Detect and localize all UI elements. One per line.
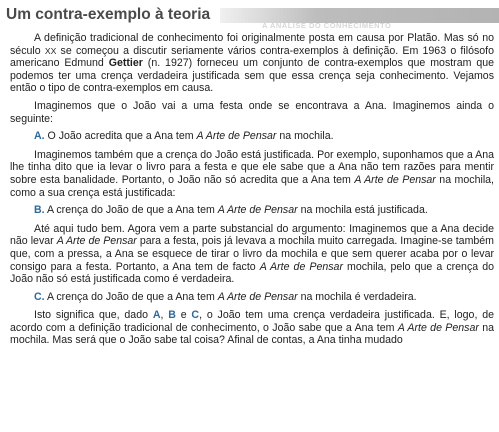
text-span: Isto significa que, dado: [34, 309, 153, 322]
text-span: e: [175, 309, 192, 322]
text-span: na mochila, como a sua crença está justificada:: [10, 173, 495, 199]
text-span: para a festa, pois já levava a mochila muito carregada. Imagine-se também que, com a pressa, a Ana se esquece de tirar o livro da mochila e que sem querer acaba por o levar consigo para a festa. Portanto, a Ana tem de facto: [10, 235, 494, 273]
statement-ref-a: A: [152, 309, 161, 322]
text-span: (n. 1927) forneceu um conjunto de contra-exemplos que mostram que podemos ter uma crença verdadeira justificada sem que essa crença seja conhecimento. Vejamos então o tipo de contra-exemplos em causa.: [10, 57, 495, 95]
book-title: A Arte de Pensar: [217, 204, 298, 217]
text-span: na mochila.: [276, 130, 334, 143]
book-title: A Arte de Pensar: [196, 130, 277, 143]
header-ghost-text: A ANALISE DO CONHECIMENTO: [262, 21, 392, 30]
text-span: Imaginemos também que a crença do João está justificada. Por exemplo, suponhamos que a Ana lhe tinha dito que ia levar o livro para a festa e que ele sabe que a Ana não tem razões para mentir sobre esta banalidade. Portanto, o João não só acredita que a Ana tem: [10, 148, 494, 186]
text-span: mochila, pelo que a crença do João não só está justificada como é verdadeira.: [10, 260, 494, 286]
paragraph-setup: Imaginemos que o João vai a uma festa onde se encontrava a Ana. Imaginemos ainda o seguinte:: [10, 99, 494, 125]
text-span: na mochila está justificada.: [297, 204, 428, 217]
paragraph-argument: [10, 223, 494, 286]
text-span: ,: [160, 309, 169, 322]
text-span: A crença do João de que a Ana tem: [44, 290, 218, 303]
text-span: A definição tradicional de conhecimento foi originalmente posta em causa por Platão. Mas só no século: [10, 32, 494, 57]
book-title: A Arte de Pensar: [397, 321, 479, 334]
statement-letter: B.: [34, 204, 45, 217]
section-header: [0, 0, 499, 30]
statement-letter: C.: [34, 290, 45, 303]
text-span: se começou a discutir seriamente vários contra-exemplos à definição. Em 1963 o filósofo americano Edmund: [10, 44, 494, 70]
statement-a: [10, 130, 494, 143]
body-text: [10, 32, 494, 352]
book-title: A Arte de Pensar: [354, 173, 436, 186]
paragraph-justification: [10, 149, 494, 199]
author-name: Gettier: [108, 57, 143, 70]
text-span: A crença do João de que a Ana tem: [44, 204, 218, 217]
text-span: na mochila é verdadeira.: [297, 290, 417, 303]
statement-letter: A.: [34, 130, 45, 143]
statement-b: [10, 204, 494, 217]
book-title: A Arte de Pensar: [259, 260, 343, 273]
book-title: A Arte de Pensar: [217, 290, 298, 303]
century-numeral: XX: [44, 45, 57, 56]
text-span: , o João tem uma crença verdadeira justificada. E, logo, de acordo com a definição tradicional de conhecimento, o João sabe que a Ana tem: [10, 309, 494, 334]
book-title: A Arte de Pensar: [56, 235, 137, 248]
text-span: Até aqui tudo bem. Agora vem a parte substancial do argumento: Imaginemos que a Ana decide não levar: [10, 222, 494, 248]
text-span: O João acredita que a Ana tem: [44, 130, 197, 143]
section-title: Um contra-exemplo à teoria: [0, 6, 218, 24]
text-span: na mochila. Mas será que o João sabe tal coisa? Afinal de contas, a Ana tinha mudado: [10, 321, 494, 347]
statement-c: [10, 291, 494, 304]
statement-ref-b: B: [168, 309, 176, 322]
paragraph-conclusion: [10, 309, 494, 347]
statement-ref-c: C: [191, 309, 200, 322]
paragraph-intro: [10, 32, 494, 95]
